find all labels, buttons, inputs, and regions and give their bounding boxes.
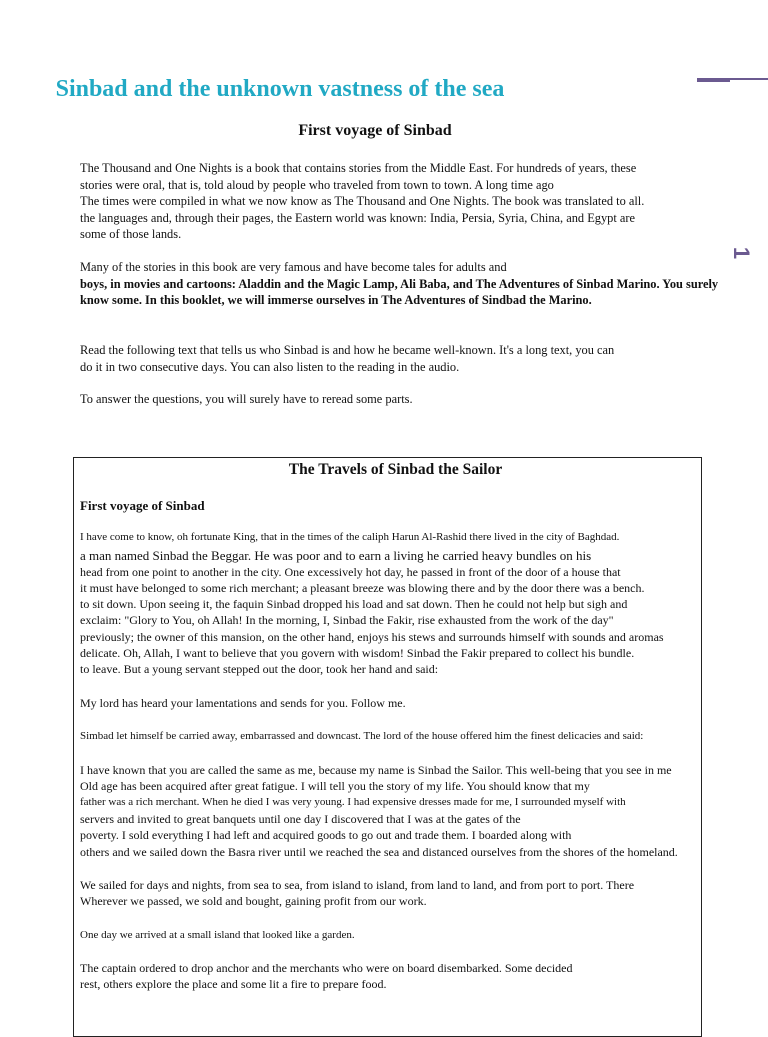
intro-line: stories were oral, that is, told aloud by people who traveled from town to town. A long time ago	[80, 177, 554, 192]
intro-line: The Thousand and One Nights is a book that contains stories from the Middle East. For hundreds of years, these	[80, 161, 637, 175]
intro-paragraph-3	[80, 342, 720, 375]
intro-line: the languages and, through their pages, the Eastern world was known: India, Persia, Syria, China, and Egypt are	[80, 210, 636, 225]
story-line: Wherever we passed, we sold and bought, gaining profit from our work.	[80, 894, 427, 908]
page-number: 1	[729, 246, 754, 260]
story-line: servers and invited to great banquets until one day I discovered that I was at the gates of the	[80, 812, 521, 826]
story-line: exclaim: "Glory to You, oh Allah! In the morning, I, Sinbad the Fakir, rise exhausted from the work of the day"	[80, 613, 614, 627]
story-line: I have come to know, oh fortunate King, that in the times of the caliph Harun Al-Rashid there lived in the city of Baghdad.	[80, 531, 620, 543]
intro-paragraph-1	[80, 160, 720, 243]
story-line: Old age has been acquired after great fatigue. I will tell you the story of my life. You should know that my	[80, 779, 590, 793]
story-line: to sit down. Upon seeing it, the faquin Sinbad dropped his load and sat down. Then he could not help but sigh and	[80, 597, 628, 611]
story-line: father was a rich merchant. When he died I was very young. I had expensive dresses made for me, I surrounded myself with	[80, 796, 626, 808]
intro-line: do it in two consecutive days. You can also listen to the reading in the audio.	[80, 359, 460, 374]
story-box	[73, 457, 702, 1037]
intro-line: some of those lands.	[80, 227, 182, 241]
page-subtitle: First voyage of Sinbad	[298, 122, 452, 139]
intro-paragraph-2	[80, 259, 720, 309]
intro-bold-text: boys, in movies and cartoons: Aladdin and the Magic Lamp, Ali Baba, and The Adventures of Sinbad Marino. You surely know some. In this booklet, we will immerse ourselves in The Adventures of Sindbad the Marino.	[80, 276, 719, 307]
story-line: head from one point to another in the city. One excessively hot day, he passed in front of the door of a house that	[80, 565, 621, 579]
story-line: others and we sailed down the Basra river until we reached the sea and distanced ourselves from the shores of the homeland.	[80, 845, 678, 859]
story-line: previously; the owner of this mansion, on the other hand, enjoys his stews and surrounds himself with sounds and aromas	[80, 630, 664, 644]
story-line: poverty. I sold everything I had left and acquired goods to go out and trade them. I boarded along with	[80, 828, 572, 842]
story-line: delicate. Oh, Allah, I want to believe that you govern with wisdom! Sinbad the Fakir prepared to collect his bundle.	[80, 646, 635, 660]
story-subtitle: First voyage of Sinbad	[80, 498, 205, 513]
intro-paragraph-4: To answer the questions, you will surely have to reread some parts.	[80, 392, 413, 406]
intro-plain-text: Many of the stories in this book are very famous and have become tales for adults and	[80, 260, 507, 274]
intro-line: The times were compiled in what we now know as The Thousand and One Nights. The book was translated to all.	[80, 194, 645, 208]
story-title: The Travels of Sinbad the Sailor	[288, 461, 503, 478]
story-line: I have known that you are called the same as me, because my name is Sinbad the Sailor. This well-being that you see in me	[80, 763, 672, 777]
page-marker-bar	[697, 78, 730, 82]
story-line: We sailed for days and nights, from sea to sea, from island to island, from land to land, and from port to port. There	[80, 878, 635, 892]
page-title: Sinbad and the unknown vastness of the sea	[55, 76, 505, 102]
story-line: to leave. But a young servant stepped out the door, took her hand and said:	[80, 662, 439, 676]
story-line: One day we arrived at a small island that looked like a garden.	[80, 929, 355, 941]
intro-line: Read the following text that tells us who Sinbad is and how he became well-known. It's a long text, you can	[80, 343, 615, 357]
story-line: Simbad let himself be carried away, embarrassed and downcast. The lord of the house offered him the finest delicacies and said:	[80, 730, 644, 742]
page-marker-line	[730, 78, 768, 80]
story-line: rest, others explore the place and some lit a fire to prepare food.	[80, 977, 387, 991]
story-line: a man named Sinbad the Beggar. He was poor and to earn a living he carried heavy bundles on his	[80, 548, 592, 563]
story-line: it must have belonged to some rich merchant; a pleasant breeze was blowing there and by the door there was a bench.	[80, 581, 645, 595]
story-line: The captain ordered to drop anchor and the merchants who were on board disembarked. Some decided	[80, 961, 573, 975]
story-line: My lord has heard your lamentations and sends for you. Follow me.	[80, 696, 406, 710]
